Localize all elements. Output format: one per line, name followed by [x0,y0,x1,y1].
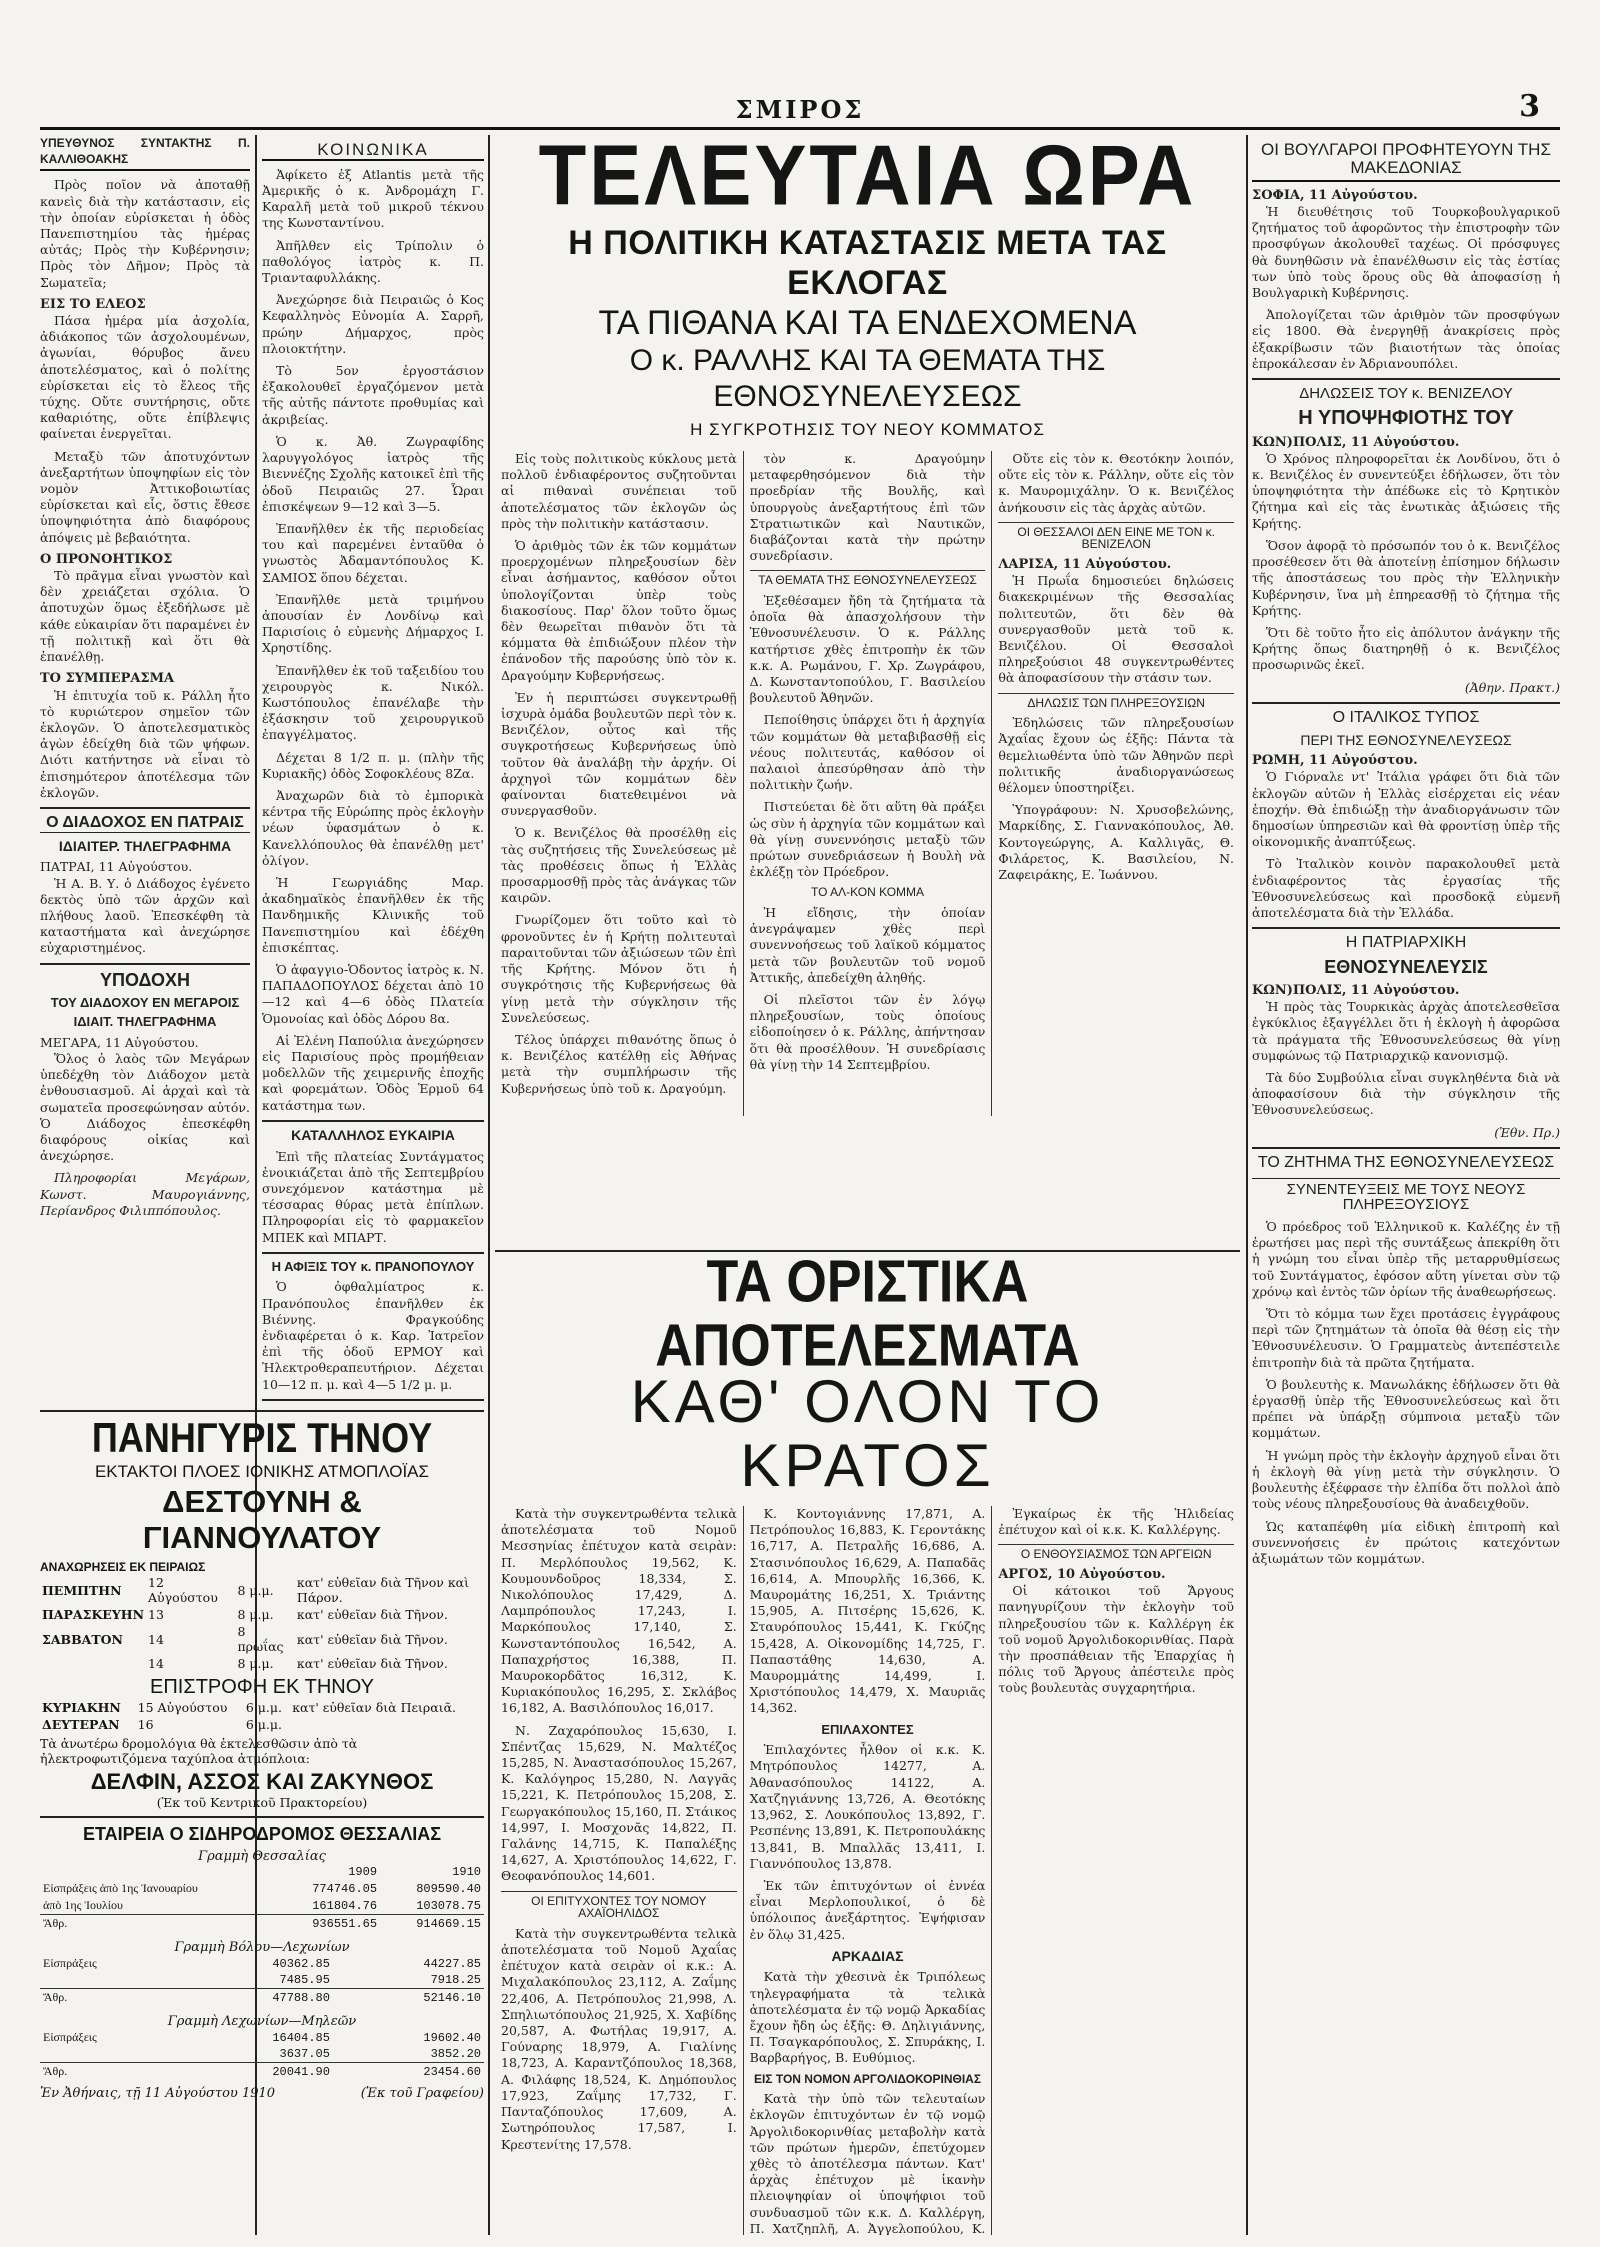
main-story [495,126,1240,1116]
article-text: Ἐξεθέσαμεν ἤδη τὰ ζητήματα τὰ ὁποῖα θὰ ἀπασχολήσουν τὴν Ἐθνοσυνέλευσιν. Ὁ κ. Ράλλης κατήρτισε χθὲς ἐπιτροπὴν ἐκ τῶν κ.κ. Α. Ρωμάνου, Γ. Χρ. Ζωγράφου, Δ. Κωνσταντοπούλου, Γ. Βασιλείου βουλευτοῦ Ἀθηνῶν. [749,593,986,706]
rail-label: Ἄθρ. [40,2063,182,2081]
article-text: Τὸ Ἰταλικὸν κοινὸν παρακολουθεῖ μετὰ ἐνδιαφέροντος τὰς ἐργασίας τῆς Ἐθνοσυνελεύσεως καὶ προσδοκᾷ εὐμενῆ ἀποτελέσματα διὰ τὴν Ἑλλάδα. [1252,856,1560,921]
article-text: Ὁ Γιόρναλε ντ' Ἰτάλια γράφει ὅτι διὰ τῶν ἐκλογῶν αὐτῶν ἡ Ἑλλὰς εἰσέρχεται εἰς νέαν ἐποχήν. Θὰ ἐπιδιώξῃ τὴν ἀναδιοργάνωσιν τῶν δημοσίων ὑπηρεσιῶν καὶ θὰ φροντίσῃ ὑπὲρ τῆς οἰκονομικῆς ἀναπτύξεως. [1252,769,1560,850]
heading-social: ΚΟΙΝΩΝΙΚΑ [262,141,484,161]
rail-v1910: 914669.15 [380,1915,484,1933]
schedule-time: 6 μ.μ. [245,1717,282,1732]
rail-line-1: Γραμμὴ Θεσσαλίας [198,1849,326,1864]
schedule-date: 14 [148,1656,164,1671]
article-text: Ὅσον ἀφορᾷ τὸ πρόσωπόν του ὁ κ. Βενιζέλος προσέθεσεν ὅτι θὰ ἀποτείνῃ ἐπίσημον δήλωσιν τῆς ἀποστάσεως του πρὸς τὴν Ἑλληνικὴν Κυβέρνησιν, ἵνα μὴ ἐπηρεασθῇ τὸ ζήτημα τῆς Κρήτης. [1252,537,1560,618]
rail-label: Εἰσπράξεις [43,2030,97,2044]
heading-ypodochi: ΥΠΟΔΟΧΗ [100,969,190,990]
rail-label: Εἰσπράξεις [43,1956,97,1970]
article-text: Ὡς καταπέφθη μία εἰδικὴ ἐπιτροπὴ καὶ συνεννοήσεις ἐν πρώτοις κατεχόντων ἀξιωμάτων τῶν κομμάτων. [1252,1518,1560,1566]
ad-tinos-company: ΔΕΣΤΟΥΝΗ & ΓΙΑΝΝΟΥΛΑΤΟΥ [142,1484,382,1555]
article-text: Ὁ Χρόνος πληροφορεῖται ἐκ Λονδίνου, ὅτι ὁ κ. Βενιζέλος ἐν συνεντεύξει ἐδήλωσεν, ὅτι τὸν ὑποψηφιότητα τὴν ἀπέδωκε εἰς τὸ Κρητικὸν ζήτημα καὶ εἰς τὰς ἑνωτικὰς ἀξιώσεις τῆς Κρήτης. [1252,450,1560,531]
article-text: Ἡ πρὸς τὰς Τουρκικὰς ἀρχὰς ἀποτελεσθεῖσα ἐγκύκλιος ἐξαγγέλλει ὅτι ἡ ἐκλογὴ ἡ ἀφορῶσα τὰ πράγματα τῆς Ἐθνοσυνελεύσεως θὰ γίνῃ συμφώνως τῷ Πατριαρχικῷ κανονισμῷ. [1252,999,1560,1063]
dateline: ΑΡΓΟΣ, 10 Αὐγούστου. [998,1567,1166,1582]
schedule-route: κατ' εὐθεῖαν διὰ Τῆνον. [296,1631,448,1647]
article-text: Τὸ 5ον ἐργοστάσιον ἐξακολουθεῖ ἐργαζόμενον μετὰ τῆς αὐτῆς πάντοτε προθυμίας καὶ ἀκριβείας. [262,363,484,427]
column-rule [488,135,490,2235]
article-text: τὸν κ. Δραγούμην μεταφερθησόμενον διὰ τὴν προεδρίαν τῆς Βουλῆς, καὶ ὑπουργοὺς ἀνεξαρτήτους ἐπὶ τῶν Στρατιωτικῶν καὶ Ναυτικῶν, διαβάζονται κατὰ τὴν πρώτην συνεδρίασιν. [749,451,986,564]
rail-row [40,1989,484,2007]
schedule-row [40,1716,484,1733]
heading-synentefxeis: ΣΥΝΕΝΤΕΥΞΕΙΣ ΜΕ ΤΟΥΣ ΝΕΟΥΣ ΠΛΗΡΕΞΟΥΣΙΟΥΣ [1252,1178,1560,1214]
subheading: ΑΡΚΑΔΙΑΣ [831,1947,904,1964]
heading-telegraph: ΙΔΙΑΙΤ. ΤΗΛΕΓΡΑΦΗΜΑ [73,1014,217,1030]
article-text: Ἐπὶ τῆς πλατείας Συντάγματος ἐνοικιάζεται ἀπὸ τῆς Σεπτεμβρίου συνεχόμενον κατάστημα μὲ τέσσαρας θύρας μετὰ ἐπίπλων. Πληροφορίαι εἰς τὸ φαρμακεῖον ΜΠΕΚ καὶ ΜΠΑΡΤ. [262,1148,484,1245]
article-text: Ἀναχωρῶν διὰ τὸ ἐμπορικὰ κέντρα τῆς Εὐρώπης πρὸς ἐκλογὴν νέων ὑφασμάτων ὁ κ. Κανελλόπουλος θὰ ἐπανέλθῃ μετ' ὀλίγον. [262,787,484,868]
rail-footer-date: Ἐν Ἀθήναις, τῇ 11 Αὐγούστου 1910 [40,2086,276,2101]
rail-label [40,1972,182,1989]
article-text: Πρὸς ποῖον νὰ ἀποταθῇ κανεὶς διὰ τὴν κατάστασιν, εἰς τὴν ὁποίαν εὑρίσκεται ἡ ὁδὸς Πανεπιστημίου τὰς ἡμέρας αὐτάς; Πρὸς τὴν Κυβέρνησιν; Πρὸς τὸν Δῆμον; Πρὸς τὰ Σωματεῖα; [40,177,250,290]
subheading: ΟΙ ΕΠΙΤΥΧΟΝΤΕΣ ΤΟΥ ΝΟΜΟΥ ΑΧΑΪΟΗΛΙΔΟΣ [501,1891,737,1920]
schedule-time: 8 μ.μ. [237,1607,274,1622]
heading-patriarchiki: Η ΠΑΤΡΙΑΡΧΙΚΗ [1345,934,1467,952]
rail-table-3 [40,2029,484,2080]
dateline: ΛΑΡΙΣΑ, 11 Αὐγούστου. [998,557,1172,572]
heading-zitima: ΤΟ ΖΗΤΗΜΑ ΤΗΣ ΕΘΝΟΣΥΝΕΛΕΥΣΕΩΣ [1257,1153,1555,1171]
article-text: Ἀφίκετο ἐξ Atlantis μετὰ τῆς Ἀμερικῆς ὁ κ. Ἀνδρομάχη Γ. Καραλῆ μετὰ τοῦ μικροῦ τέκνου της Κωνσταντίνου. [262,166,484,231]
article-text: Οἱ κάτοικοι τοῦ Ἄργους πανηγυρίζουν τὴν ἐκλογὴν τοῦ πληρεξουσίου τῶν κ. Καλλέργη ἐκ τοῦ νομοῦ Ἀργολιδοκορινθίας. Παρὰ τὴν προσπάθειαν τῆς Ἐπαρχίας ἡ πόλις τοῦ Ἄργους ἀπέστειλε πρὸς τοὺς βουλευτὰς συγχαρητήρια. [998,1583,1235,1696]
rail-row [40,1915,484,1933]
article-text: Ὁ κ. Βενιζέλος θὰ προσέλθῃ εἰς τὰς συζητήσεις τῆς Συνελεύσεως μὲ τὰς προθέσεις ὅπως ἡ Ἑλλὰς προσαρμοσθῇ πρὸς τὰς ἀνάγκας τῶν καιρῶν. [501,825,737,906]
article-text: Ἐγκαίρως ἐκ τῆς Ἡλιδείας ἐπέτυχον καὶ οἱ κ.κ. Κ. Καλλέργης. [998,1506,1235,1538]
article-text: Πιστεύεται δὲ ὅτι αὕτη θὰ πράξει ὡς σὺν ἡ ἀρχηγία τῶν κομμάτων καὶ θὰ γίνῃ συνεννόησις μεταξὺ τῶν πρώτων συνεδριάσεων ἡ Βουλὴ νὰ ἐκλέξῃ τὸν Πρόεδρον. [749,799,986,880]
schedule-day: ΣΑΒΒΑΤΟΝ [42,1631,123,1647]
heading-ypopsifiotis: Η ΥΠΟΨΗΦΙΟΤΗΣ ΤΟΥ [1298,406,1514,429]
article-text: Ἀνεχώρησε διὰ Πειραιῶς ὁ Κος Κεφαλληνὸς Εὐνομία Α. Σαρρῆ, πρώην Δήμαρχος, πρὸς πλοιοκτήτην. [262,292,484,356]
article-text: Ὅτι τὸ κόμμα των ἔχει προτάσεις ἐγγράφους περὶ τῶν ζητημάτων τὰ ὁποῖα θὰ θέσῃ εἰς τὴν Ἐθνοσυνέλευσιν. Ὁ Γραμματεὺς ἀντεπέστειλε ἐπιτροπὴν διὰ τὰ πρῶτα ζητήματα. [1252,1306,1560,1370]
right-column [1252,135,1560,2235]
article-text: Ἐδηλώσεις τῶν πληρεξουσίων Ἀχαΐας ἔχουν ὡς ἑξῆς: Πάντα τὰ θεμελιωθέντα ὑπὸ τῶν Ἀθηνῶν περὶ πολιτικῆς ἀναδιοργανώσεως θέλομεν ὑποστηρίξει. [998,715,1235,796]
rail-row [40,2029,484,2046]
article-text: Κατὰ τὴν συγκεντρωθέντα τελικὰ ἀποτελέσματα τοῦ Νομοῦ Ἀχαΐας ἐπέτυχον κατὰ σειρὰν οἱ κ.κ.: Α. Μιχαλακόπουλος 23,112, Α. Ζαΐμης 22,406, Α. Πετρόπουλος 21,998, Λ. Σπηλιωτόπουλος 21,925, Χ. Χαβίδης 20,587, Α. Φωτήλας 19,917, Α. Γούναρης 18,979, Α. Γιαλίνης 18,723, Α. Καραντζόπουλος 18,368, Α. Φιλάφης 18,524, Κ. Δημόπουλος 17,923, Ζαΐμης 17,732, Γ. Πανταζόπουλος 17,609, Α. Σωτηρόπουλος 17,587, Ι. Κρεστενίτης 17,578. [501,1925,737,2152]
article-text: Ἐπανῆλθεν ἐκ τοῦ ταξειδίου του χειρουργὸς κ. Νικόλ. Κωστόπουλος ἐπανέλαβε τὴν ἐξάσκησιν τοῦ χειρουργικοῦ ἐπαγγέλματος. [262,662,484,743]
rail-line-2: Γραμμὴ Βόλου—Λεχωνίων [174,1940,350,1955]
article-text: Ἐπανῆλθε μετὰ τριμήνου ἀπουσίαν ἐν Λονδίνῳ καὶ Παρισίοις ὁ εὐμενὴς Δήμαρχος Ι. Χρηστίδης. [262,591,484,656]
article-text: Ὁ ἀφαγγιο-Ὁδοντος ἰατρὸς κ. Ν. ΠΑΠΑΔΟΠΟΥΛΟΣ δέχεται ἀπὸ 10—12 καὶ 4—6 ὁδὸς Πλατεία Ὁμονοίας καὶ ὁδὸς Δόρου 8α. [262,961,484,1026]
schedule-time: 6 μ.μ. [245,1700,282,1715]
article-text: Ἐν ἡ περιπτώσει συγκεντρωθῇ ἰσχυρὰ ὁμάδα βουλευτῶν περὶ τὸν κ. Βενιζέλον, οὗτος καὶ τῆς συγκροτήσεως Κυβερνήσεως ὑπὸ τοῦτον θὰ ἀναλάβῃ τὴν ἀρχήν. Οἱ ἀρχηγοὶ τῶν κομμάτων δὲν φαίνονται διατεθειμένοι νὰ συνεργασθοῦν. [501,689,737,819]
schedule-date: 13 [148,1607,164,1622]
schedule-day: ΚΥΡΙΑΚΗΝ [42,1700,121,1715]
source-line: (Ἀθην. Πρακτ.) [1464,679,1560,695]
year-1909: 1909 [348,1865,378,1879]
article-text: Ὁ πρόεδρος τοῦ Ἑλληνικοῦ κ. Καλέζης ἐν τῇ ἐρωτήσει μας περὶ τῆς συντάξεως ἀπεκρίθη ὅτι ἡ γνώμη του εἶναι ὑπὲρ τῆς μεταρρυθμίσεως τοῦ Συντάγματος, ἐφόσον αὕτη γίνεται σὺν τῷ χρόνῳ καὶ ἐντὸς τῶν ὁρίων τῆς ἀναθεωρήσεως. [1252,1219,1560,1299]
article-text: Ἡ διευθέτησις τοῦ Τουρκοβουλγαρικοῦ ζητήματος τοῦ ἀφορῶντος τὴν ἐπιστροφὴν τῶν προσφύγων ἀκολουθεῖ ταχέως. Οἱ πρόσφυγες θὰ δυνηθῶσιν νὰ ἐπανέλθωσιν εἰς τὰς ἑστίας των ὑπὸ τοὺς ὅρους οὓς θὰ ἀποφασίσῃ ἡ Βουλγαρικὴ Κυβέρνησις. [1252,203,1560,300]
article-text: Ὅτι δὲ τοῦτο ἦτο εἰς ἀπόλυτον ἀνάγκην τῆς Κρήτης ὅπως διατηρηθῇ ὁ κ. Βενιζέλος προσωρινῶς ἐκεῖ. [1252,624,1560,673]
schedule-day: ΔΕΥΤΕΡΑΝ [42,1717,120,1732]
ad-return-label: ΕΠΙΣΤΡΟΦΗ ΕΚ ΤΗΝΟΥ [149,1676,374,1698]
article-text: Οὔτε εἰς τὸν κ. Θεοτόκην λοιπόν, οὔτε εἰς τὸν κ. Ράλλην, οὔτε εἰς τὸν κ. Μαυρομιχάλην. Ὁ κ. Βενιζέλος ἀνήκουσιν εἰς τὰς ἀρχὰς αὐτῶν. [998,451,1235,515]
heading-peri: ΠΕΡΙ ΤΗΣ ΕΘΝΟΣΥΝΕΛΕΥΣΕΩΣ [1300,731,1512,748]
rail-label: Ἄθρ. [40,1915,276,1933]
results-story [495,1250,1240,2235]
article-text: Ὁ βουλευτὴς κ. Μανωλάκης ἐδήλωσεν ὅτι θὰ ἐργασθῇ ὑπὲρ τῆς Ἐθνοσυνελεύσεως καὶ ὅτι πρέπει νὰ ὑπάρξῃ σύμπνοια μεταξὺ τῶν κομμάτων. [1252,1376,1560,1441]
rail-label: Ἄθρ. [40,1989,182,2007]
article-text: Ἡ Γεωργιάδης Μαρ. ἀκαδημαϊκὸς ἐπανῆλθεν ἐκ τῆς Πανδημικῆς Κλινικῆς τοῦ Πανεπιστημίου καὶ ἐδέχθη ἐπισκέπτας. [262,874,484,955]
schedule-row [40,1623,484,1655]
rail-v1910: 3852.20 [430,2047,481,2061]
schedule-route: κατ' εὐθεῖαν διὰ Τῆνον. [296,1607,448,1622]
article-text: Δέχεται 8 1/2 π. μ. (πλὴν τῆς Κυριακῆς) ὁδὸς Σοφοκλέους 8Ζα. [262,749,484,781]
article-text: Ἐπιλαχόντες ἦλθον οἱ κ.κ. Κ. Μητρόπουλος 14277, Α. Ἀθανασόπουλος 14122, Α. Χατζηγιάννης 13,726, Α. Θεοτόκης 13,962, Σ. Λουκόπουλος 13,892, Γ. Ρεσπένης 13,891, Κ. Πετροπουλάκης 13,841, Β. Μπαλλᾶς 13,411, Ι. Γιαννόπουλος 13,878. [749,1742,986,1871]
dateline: ΠΑΤΡΑΙ, 11 Αὐγούστου. [40,859,193,875]
article-text: Ἡ Πρωΐα δημοσιεύει δηλώσεις διακεκριμένων τῆς Θεσσαλίας πολιτευτῶν, ὅτι δὲν θὰ συνεργασθοῦν μετὰ τοῦ κ. Βενιζέλου. Οἱ Θεσσαλοὶ πληρεξούσιοι 48 συγκεντρωθέντες θὰ ἀποφασίσουν τὴν στάσιν των. [998,573,1235,686]
rail-label: ἀπὸ 1ης Ἰουλίου [43,1898,123,1912]
page-number: 3 [1519,89,1540,124]
rail-v1909: 161804.76 [312,1898,378,1913]
ad-departures-label: ΑΝΑΧΩΡΗΣΕΙΣ ΕΚ ΠΕΙΡΑΙΩΣ [40,1560,206,1574]
newspaper-title: ΣΜΙΡΟΣ [735,95,865,124]
article-text: Ὁ ἀριθμὸς τῶν ἐκ τῶν κομμάτων προερχομένων πληρεξουσίων δὲν εἶναι ἀσήμαντος, καθόσον οὗτοι ὑπολογίζονται ὑπὲρ τοὺς διακοσίους. Παρ' ὅλον τοῦτο ὅμως δὲν θεωρεῖται πιθανὸν ὅτι τὰ κόμματα θὰ ἐπιδιώξουν πλέον τὴν ἐπάνοδον τῆς παρούσης ὑπὸ τὸν κ. Δραγούμην Κυβερνήσεως. [501,538,737,683]
rail-row [40,1972,484,1989]
subheading: ΕΙΣ ΤΟΝ ΝΟΜΟΝ ΑΡΓΟΛΙΔΟΚΟΡΙΝΘΙΑΣ [753,2071,982,2086]
rail-label: Εἰσπράξεις ἀπὸ 1ης Ἰανουαρίου [43,1881,198,1895]
headline-pithana: ΤΑ ΠΙΘΑΝΑ ΚΑΙ ΤΑ ΕΝΔΕΧΟΜΕΝΑ [598,304,1137,342]
ad-tinos-heading: ΠΑΝΗΓΥΡΙΣ ΤΗΝΟΥ [91,1413,433,1461]
rail-v1909: 3637.05 [279,2047,330,2061]
subheading: Ο ΕΝΘΟΥΣΙΑΣΜΟΣ ΤΩΝ ΑΡΓΕΙΩΝ [998,1544,1234,1561]
rail-v1910: 23454.60 [333,2063,484,2081]
rail-row [40,1880,484,1897]
article-text: Ἀπολογίζεται τῶν ἀριθμὸν τῶν προσφύγων εἰς 1800. Θὰ ἐνεργηθῇ ἀνακρίσεις πρὸς ἐξακρίβωσιν τῶν βιαιοτήτων τὰς ὁποίας ἐπροκάλεσαν ἐν Ἀδριανουπόλει. [1252,307,1560,371]
source-line: (Ἐθν. Πρ.) [1494,1124,1560,1140]
dateline: ΚΩΝ)ΠΟΛΙΣ, 11 Αὐγούστου. [1252,982,1460,998]
section-heading: ΕΙΣ ΤΟ ΕΛΕΟΣ [40,296,146,312]
schedule-route [290,1716,484,1733]
article-text: Μεταξὺ τῶν ἀποτυχόντων ἀνεξαρτήτων ὑποψηφίων εἰς τὸν νομὸν Ἀττικοβοιωτίας εὑρίσκεται καὶ εἷς, ὅστις ἔθεσε ὑποψηφιότητα ἀπὸ διαφόρους ἀπόψεις μὲ βεβαιότητα. [40,448,250,545]
advertisement-block [40,1410,484,2230]
heading-diadochos: Ο ΔΙΑΔΟΧΟΣ ΕΝ ΠΑΤΡΑΙΣ [40,815,250,833]
rail-v1910: 19602.40 [423,2030,481,2045]
heading-ethnosyn: ΕΘΝΟΣΥΝΕΛΕΥΣΙΣ [1324,957,1488,978]
subheading: ΕΠΙΛΑΧΟΝΤΕΣ [821,1721,914,1737]
schedule-route: κατ' εὐθεῖαν διὰ Τῆνον. [296,1656,448,1671]
article-text: Πάσα ἡμέρα μία ἀσχολία, ἀδιάκοπος τῶν ἀσχολουμένων, ἀγωνίαι, θόρυβος ἄνευ ἀποτελέσματος, καὶ ὁ πολίτης εὑρίσκεται εἰς τὸ ἔλεος τῆς τύχης. Οὔτε συντήρησις, οὔτε καθαριότης, οὔτε ἐπίβλεψις φαίνεται ἐνεργεῖται. [40,313,250,442]
returns-table [40,1699,484,1733]
article-text: Ἡ ἐπιτυχία τοῦ κ. Ράλλη ἦτο τὸ κυριώτερον σημεῖον τῶν ἐκλογῶν. Ὁ ἀποτελεσματικὸς ἀγὼν ἐδείχθη διὰ τῶν ψήφων. Διότι κατήντησε νὰ εἶναι τὸ ἐπισημότερον ἀποτέλεσμα τῶν ἐκλογῶν. [40,687,250,800]
headline-teleutaia-ora: ΤΕΛΕΥΤΑΙΑ ΩΡΑ [538,126,1197,224]
heading-kata: ΚΑΤΑΛΛΗΛΟΣ ΕΥΚΑΙΡΙΑ [291,1126,455,1143]
headline-sygkrotisis: Η ΣΥΓΚΡΟΤΗΣΙΣ ΤΟΥ ΝΕΟΥ ΚΟΜΜΑΤΟΣ [690,420,1045,439]
schedule-day [40,1655,146,1672]
rail-row [40,1955,484,1972]
article-text: Ἡ Α. Β. Υ. ὁ Διάδοχος ἐγένετο δεκτὸς ὑπὸ τῶν ἀρχῶν καὶ πλήθους λαοῦ. Ἐπεσκέφθη τὰ καταστήματα καὶ ἀνεχώρησε εὐχαριστημένος. [40,875,250,956]
article-text: Ἐκ τῶν ἐπιτυχόντων οἱ ἐννέα εἶναι Μερλοπουλικοί, ὁ δὲ ὑπόλοιπος ἀνεξάρτητος. Ἐψήφισαν ἐν ὅλῳ 31,425. [749,1877,986,1942]
rail-table-2 [40,1955,484,2006]
rail-row [40,2063,484,2081]
heading-dilosis: ΔΗΛΩΣΕΙΣ ΤΟΥ κ. ΒΕΝΙΖΕΛΟΥ [1299,384,1513,402]
article-text: Ἡ γνώμη πρὸς τὴν ἐκλογὴν ἀρχηγοῦ εἶναι ὅτι ἡ ἐκλογὴ θὰ γίνῃ μετὰ τὴν σύγκλησιν. Ὁ βουλευτὴς ἐξέφρασε τὴν ἐλπίδα ὅτι πολλοὶ ἀπὸ τοὺς νέους πληρεξουσίους θὰ ἀναδειχθοῦν. [1252,1447,1560,1512]
schedule-day: ΠΕΜΠΤΗΝ [42,1582,122,1598]
rail-v1909: 936551.65 [276,1915,380,1933]
headline-oristika: ΤΑ ΟΡΙΣΤΙΚΑ ΑΠΟΤΕΛΕΣΜΑΤΑ [655,1250,1080,1380]
dateline: ΣΟΦΙΑ, 11 Αὐγούστου. [1252,187,1418,203]
departures-table [40,1574,484,1672]
article-text: Αἱ Ἐλένη Παπούλια ἀνεχώρησεν εἰς Παρισίους πρὸς προμήθειαν μοδελλῶν τῆς χειμερινῆς ἐποχῆς καὶ φορεμάτων. Ὁδὸς Ἑρμοῦ 64 κατάστημα των. [262,1032,484,1113]
article-text: Πεποίθησις ὑπάρχει ὅτι ἡ ἀρχηγία τῶν κομμάτων θὰ μεταβιβασθῇ εἰς νέους πολιτευτάς, καθόσον οἱ παλαιοὶ ἀπεσύρθησαν ἀπὸ τὴν πολιτικὴν ζωήν. [749,712,986,793]
article-text: Ἐπανῆλθεν ἐκ τῆς περιοδείας του καὶ παρεμένει ἐνταῦθα ὁ γνωστὸς Ἀδαμαντόπουλος Κ. ΣΑΜΙΟΣ ὅπου δέχεται. [262,520,484,585]
heading-afixis: Η ΑΦΙΞΙΣ ΤΟΥ κ. ΠΡΑΝΟΠΟΥΛΟΥ [271,1258,475,1274]
section-heading: Ο ΠΡΟΝΟΗΤΙΚΟΣ [40,551,173,567]
year-1910: 1910 [452,1865,481,1879]
subheading: ΟΙ ΘΕΣΣΑΛΟΙ ΔΕΝ ΕΙΝΕ ΜΕ ΤΟΝ κ. ΒΕΝΙΖΕΛΟΝ [998,522,1234,551]
article-text: Ἡ εἴδησις, τὴν ὁποίαν ἀνεγράψαμεν χθὲς περὶ συνεννοήσεως τοῦ λαϊκοῦ κόμματος μετὰ τῶν βουλευτῶν τοῦ νομοῦ Ἀττικῆς, ἀπεδείχθη ἀληθής. [749,905,986,985]
rail-v1910: 44227.85 [423,1956,481,1971]
rail-v1909: 7485.95 [279,1973,330,1987]
schedule-date: 16 [137,1717,154,1732]
ad-ships: ΔΕΛΦΙΝ, ΑΣΣΟΣ ΚΑΙ ΖΑΚΥΝΘΟΣ [90,1769,434,1794]
rail-v1910: 103078.75 [416,1898,481,1913]
social-column [262,135,484,1405]
article-text: Κατὰ τὴν χθεσινὰ ἐκ Τριπόλεως τηλεγραφήματα τὰ τελικὰ ἀποτελέσματα ἐν τῷ νομῷ Ἀρκαδίας ἔχουν ἤδη ὡς ἑξῆς: Θ. Δηλιγιάννης, Π. Τσαγκαρόπουλος, Σ. Σπυράκης, Ι. Βαρβαρήγος, Β. Ευθύμιος. [749,1969,986,2066]
heading-telegraph: ΙΔΙΑΙΤΕΡ. ΤΗΛΕΓΡΑΦΗΜΑ [58,837,232,854]
article-text: Ὅλος ὁ λαὸς τῶν Μεγάρων ὑπεδέχθη τὸν Διάδοχον μετὰ ἐνθουσιασμοῦ. Αἱ ἀρχαὶ καὶ τὰ σωματεῖα προσεφώνησαν αὐτόν. Ὁ Διάδοχος ἐπεσκέφθη διαφόρους οἰκίας καὶ ἀνεχώρησε. [40,1051,250,1164]
rail-footer-src: (Ἐκ τοῦ Γραφείου) [360,2086,484,2101]
masthead [40,89,1560,130]
results-columns [495,1506,1240,2235]
rail-v1910: 809590.40 [416,1881,481,1896]
article-text: Τὰ δύο Συμβούλια εἶναι συγκληθέντα διὰ νὰ ἀποφασίσουν διὰ τὴν σύγκλησιν τῆς Ἐθνοσυνελεύσεως. [1252,1069,1560,1118]
rail-heading: ΕΤΑΙΡΕΙΑ Ο ΣΙΔΗΡΟΔΡΟΜΟΣ ΘΕΣΣΑΛΙΑΣ [82,1824,442,1844]
rail-v1910: 7918.25 [430,1973,481,1987]
headline-kath-olon: ΚΑΘ' ΟΛΟΝ ΤΟ ΚΡΑΤΟΣ [630,1368,1105,1499]
subheading: ΔΗΛΩΣΙΣ ΤΩΝ ΠΛΗΡΕΞΟΥΣΙΩΝ [998,693,1234,710]
ad-tinos-sub: ΕΚΤΑΚΤΟΙ ΠΛΟΕΣ ΙΟΝΙΚΗΣ ΑΤΜΟΠΛΟΪΑΣ [94,1462,430,1481]
article-text: Κατὰ τὴν ὑπὸ τῶν τελευταίων ἐκλογῶν ἐπιτυχόντων ἐν τῷ νομῷ Ἀργολιδοκορινθίας μεταβολὴν κατὰ τῶν πρώτων ἡμερῶν, ἐπετύχομεν χθὲς τὸ ἀποτέλεσμα πάντων. Κατ' ἀρχὰς ἐπέτυχον μὲ ἱκανὴν πλειοψηφίαν οἱ ὑποψήφιοι τοῦ συνδυασμοῦ τῶν κ.κ. Δ. Καλλέργη, Π. Χατζηπλῆ, Α. Ἀγγελοπούλου, Κ. [749,2091,986,2235]
schedule-day: ΠΑΡΑΣΚΕΥΗΝ [42,1607,144,1622]
article-text: Ἀπῆλθεν εἰς Τρίπολιν ὁ παθολόγος ἰατρὸς κ. Π. Τριανταφυλλάκης. [262,237,484,286]
schedule-row [40,1699,484,1716]
dateline: ΜΕΓΑΡΑ, 11 Αὐγούστου. [40,1034,199,1050]
article-text: Ὑπογράφουν: Ν. Χρυσοβελώνης, Μαρκίδης, Σ. Γιαννακόπουλος, Ἀθ. Κοντογεώργης, Α. Καλλιγᾶς, Θ. Φιλάρετος, Κ. Βασιλείου, Ν. Ζαφειράκης, Ε. Ἰωάννου. [998,802,1235,883]
schedule-route: κατ' εὐθεῖαν διὰ Πειραιᾶ. [292,1700,456,1715]
main-story-columns [495,451,1240,1116]
schedule-date: 14 [148,1631,164,1647]
subheading: ΤΟ ΑΛ-ΚΟΝ ΚΟΜΜΑ [810,885,925,900]
schedule-row [40,1574,484,1606]
article-text: Τέλος ὑπάρχει πιθανότης ὅπως ὁ κ. Βενιζέλος κατέλθῃ εἰς Ἀθήνας μετὰ τὴν συμπλήρωσιν τῆς Κυβερνήσεως ὑπὸ τοῦ κ. Δραγούμη. [501,1031,737,1096]
dateline: ΚΩΝ)ΠΟΛΙΣ, 11 Αὐγούστου. [1252,434,1460,450]
article-text: Ν. Ζαχαρόπουλος 15,630, Ι. Σπέντζας 15,629, Ν. Μαλτέζος 15,285, Ν. Ἀναστασόπουλος 15,267, Κ. Καλόγηρος 15,280, Ν. Λαγγᾶς 15,221, Κ. Πετρόπουλος 15,208, Σ. Γεωργακόπουλος 15,160, Π. Στάικος 14,997, Ι. Μοσχονᾶς 14,822, Π. Γαλάνης 14,715, Κ. Παπαλέξης 14,627, Α. Χριστόπουλος 14,622, Γ. Θεοφανόπουλος 14,601. [501,1722,737,1884]
headline-politiki: Η ΠΟΛΙΤΙΚΗ ΚΑΤΑΣΤΑΣΙΣ ΜΕΤΑ ΤΑΣ ΕΚΛΟΓΑΣ [568,224,1167,302]
rail-v1909: 40362.85 [272,1956,330,1971]
schedule-time: 8 μ.μ. [237,1582,274,1598]
rail-label [40,2046,182,2063]
subheading: ΤΑ ΘΕΜΑΤΑ ΤΗΣ ΕΘΝΟΣΥΝΕΛΕΥΣΕΩΣ [750,570,986,587]
article-text: Γνωρίζομεν ὅτι τοῦτο καὶ τὸ φρονοῦντες ἐν ἡ Κρήτῃ πολιτευταὶ παραιτοῦνται τῶν ἀξιώσεων τῶν ἐπὶ τῆς Κρήτης. Μόνον ὅτι ἡ συγκρότησις τῆς Κυβερνήσεως θὰ γίνῃ μετὰ τὴν σύγκλησιν τῆς Συνελεύσεως. [501,912,737,1025]
rail-v1910: 52146.10 [333,1989,484,2007]
heading-voulgaroi: ΟΙ ΒΟΥΛΓΑΡΟΙ ΠΡΟΦΗΤΕΥΟΥΝ ΤΗΣ ΜΑΚΕΔΟΝΙΑΣ [1252,141,1560,182]
rail-v1909: 47788.80 [182,1989,333,2007]
article-text: Οἱ πλεῖστοι τῶν ἐν λόγῳ πληρεξουσίων, τοὺς ὁποίους εἰδοποίησεν ὁ κ. Ράλλης, ἀπήντησαν ὅτι θὰ προσέλθουν. Ἡ συνεδρίασις θὰ γίνῃ τὴν 14 Σεπτεμβρίου. [749,992,986,1072]
dateline: ΡΩΜΗ, 11 Αὐγούστου. [1252,753,1418,769]
schedule-date: 15 Αὐγούστου [137,1700,228,1715]
schedule-route: κατ' εὐθεῖαν διὰ Τῆνον καὶ Πάρον. [296,1575,470,1605]
article-text: Ὁ κ. Ἀθ. Ζωγραφίδης λαρυγγολόγος ἰατρὸς τῆς Βιεννέζης Σχολῆς κατοικεῖ ἐπὶ τῆς ὁδοῦ Πειραιῶς 27. Ὧραι ἐπισκέψεων 9—12 καὶ 3—5. [262,433,484,514]
column-rule [1246,135,1248,2235]
article-text: Εἰς τοὺς πολιτικοὺς κύκλους μετὰ πολλοῦ ἐνδιαφέροντος συζητοῦνται αἱ πιθαναὶ συνέπειαι τοῦ ἀποτελέσματος τῶν ἐκλογῶν ὡς πρὸς τὴν πολιτικὴν κατάστασιν. [501,451,737,531]
rail-row [40,2046,484,2063]
ad-tinos-note: Τὰ ἀνωτέρω δρομολόγια θὰ ἐκτελεσθῶσιν ἀπὸ τὰ ἠλεκτροφωτιζόμενα ταχύπλοα ἀτμόπλοια: [40,1736,358,1766]
headline-rallis: Ο κ. ΡΑΛΛΗΣ ΚΑΙ ΤΑ ΘΕΜΑΤΑ ΤΗΣ ΕΘΝΟΣΥΝΕΛΕΥΣΕΩΣ [629,344,1106,413]
section-heading: ΤΟ ΣΥΜΠΕΡΑΣΜΑ [40,671,175,687]
ad-agency: (Ἐκ τοῦ Κεντρικοῦ Πρακτορείου) [156,1795,368,1810]
editor-line: ΥΠΕΥΘΥΝΟΣ ΣΥΝΤΑΚΤΗΣ Π. ΚΑΛΛΙΘΟΑΚΗΣ [40,135,250,171]
signature-line: Πληροφορίαι Μεγάρων, Κωνστ. Μαυρογιάννης, Περίανδρος Φιλιππόπουλος. [40,1170,250,1218]
schedule-row [40,1606,484,1623]
schedule-row [40,1655,484,1672]
schedule-time: 8 μ.μ. [237,1656,274,1671]
article-text: Κ. Κοντογιάννης 17,871, Α. Πετρόπουλος 16,883, Κ. Γεροντάκης 16,717, Α. Πετραλῆς 16,686, Α. Στασινόπουλος 16,629, Α. Παπαδᾶς 16,614, Α. Μπουρλῆς 16,366, Κ. Μαυρομάτης 16,251, Χ. Τριάντης 15,905, Α. Πιτσέρης 15,626, Κ. Σταυρόπουλος 15,441, Κ. Γκύζης 15,428, Α. Οἰκονομίδης 14,725, Γ. Παπαστάθης 14,630, Α. Μαυρομμάτης 14,499, Ι. Χριστόπουλος 14,479, Χ. Μαυριᾶς 14,362. [749,1506,986,1716]
rail-table-1 [40,1864,484,1932]
heading-italikos: Ο ΙΤΑΛΙΚΟΣ ΤΥΠΟΣ [1332,708,1480,726]
rail-row [40,1897,484,1915]
article-text: Κατὰ τὴν συγκεντρωθέντα τελικὰ ἀποτελέσματα τοῦ Νομοῦ Μεσσηνίας ἐπέτυχον κατὰ σειρὰν: Π. Μερλόπουλος 19,562, Κ. Κουμουνδοῦρος 18,334, Σ. Νικολόπουλος 17,429, Δ. Λαμπρόπουλος 17,243, Ι. Μαρκόπουλος 17,140, Σ. Κωνσταντόπουλος 16,542, Α. Παπαχρήστος 16,388, Π. Μαυροκορδᾶτος 16,312, Κ. Κυριακόπουλος 16,295, Σ. Σκλάβος 16,182, Α. Βασιλόπουλος 16,017. [501,1506,737,1716]
rail-v1909: 20041.90 [182,2063,333,2081]
article-text: Τὸ πρᾶγμα εἶναι γνωστὸν καὶ δὲν χρειάζεται σχόλια. Ὁ ἀποτυχὼν ὅμως ἐξεδήλωσε μὲ κάθε εὐκαιρίαν ὅτι παραμένει ἐν τῇ πολιτικῇ καὶ ὅτι θὰ ἐπανέλθῃ. [40,568,250,665]
article-text: Ὁ ὀφθαλμίατρος κ. Πρανόπουλος ἐπανῆλθεν ἐκ Βιέννης. Φραγκούδης ἐνδιαφέρεται ὁ κ. Καρ. Ἰατρεῖον ἐπὶ τῆς ὁδοῦ ΕΡΜΟΥ καὶ Ἠλεκτροθεραπευτήριον. Δέχεται 10—12 π. μ. καὶ 4—5 1/2 μ. μ. [262,1279,484,1392]
rail-v1909: 16404.85 [272,2030,330,2045]
heading-ypodochi-sub: ΤΟΥ ΔΙΑΔΟΧΟΥ ΕΝ ΜΕΓΑΡΟΙΣ [50,994,240,1010]
schedule-date: 12 Αὐγούστου [148,1575,218,1605]
schedule-time: 8 πρωΐας [237,1624,284,1654]
rail-line-3: Γραμμὴ Λεχωνίων—Μηλεῶν [167,2014,357,2029]
rail-v1909: 774746.05 [312,1881,378,1896]
